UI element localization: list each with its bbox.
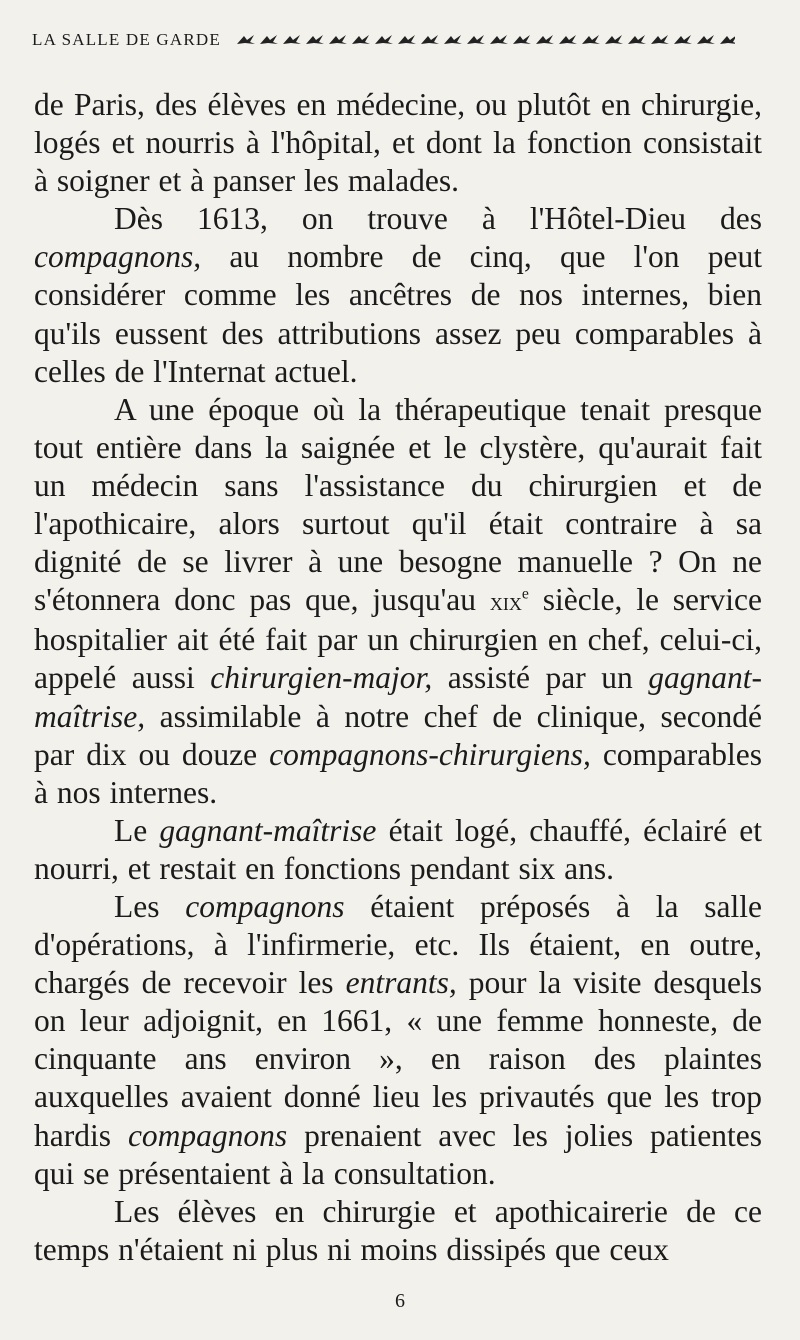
text-run: siècle, le service hospitalier ait été fait par un chirurgien en chef, celui-ci, appelé aussi [34,582,762,696]
italic-term: gagnant-maîtrise, [34,660,762,734]
text-run: A une époque où la thérapeutique tenait presque tout entière dans la saignée et le clystère, qu'aurait fait un médecin sans l'assistance du chirurgien et de l'apothicaire, alors surtout qu'il était contraire à sa dignité de se livrer à une besogne manuelle ? On ne s'étonnera donc pas que, jusqu'au [34,391,762,618]
paragraph [34,391,762,812]
paragraph [34,888,762,1193]
italic-term: chirurgien-major, [210,660,433,696]
italic-term: compagnons [185,888,345,924]
text-run: e [521,585,529,603]
italic-term: gagnant-maîtrise [159,812,377,848]
text-run: pour la visite desquels on leur adjoignit, en 1661, « une femme honneste, de cinquante ans environ », en raison des plaintes auxquelles avaient donné lieu les privautés que les trop hardis [34,965,762,1153]
text-run: assisté par un [432,660,649,696]
italic-term: compagnons [127,1117,288,1153]
text-run: étaient préposés à la salle d'opérations, à l'infirmerie, etc. Ils étaient, en outre, chargés de recevoir les [34,888,763,1001]
text-run: était logé, chauffé, éclairé et nourri, et restait en fonctions pendant six ans. [34,812,762,886]
text-run: comparables à nos internes. [34,736,762,810]
paragraph [34,1193,762,1269]
text-run: assimilable à notre chef de clinique, secondé par dix ou douze [34,698,762,772]
running-head-title: LA SALLE DE GARDE [32,30,221,49]
ornament-border-icon [235,33,764,47]
text-run: prenaient avec les jolies patientes qui se présentaient à la consultation. [34,1117,763,1191]
paragraph [34,86,762,200]
paragraph [34,812,762,888]
text-run: Le [114,812,160,848]
italic-term: entrants, [345,965,457,1001]
italic-term: compagnons, [34,239,202,275]
body-text [34,86,762,1269]
running-head [32,30,764,50]
text-run: Les [114,888,186,924]
text-run: Dès 1613, on trouve à l'Hôtel-Dieu des [114,201,762,237]
paragraph [34,200,762,390]
text-run: Les élèves en chirurgie et apothicairerie de ce temps n'étaient ni plus ni moins dissipés que ceux [34,1193,762,1267]
italic-term: compagnons-chirurgiens, [269,736,591,772]
text-run: xix [489,587,522,617]
page-number: 6 [395,1290,405,1312]
text-run: de Paris, des élèves en médecine, ou plutôt en chirurgie, logés et nourris à l'hôpital, et dont la fonction consistait à soigner et à panser les malades. [34,87,762,199]
text-run: au nombre de cinq, que l'on peut considérer comme les ancêtres de nos internes, bien qu'ils eussent des attributions assez peu comparables à celles de l'Internat actuel. [34,239,762,389]
